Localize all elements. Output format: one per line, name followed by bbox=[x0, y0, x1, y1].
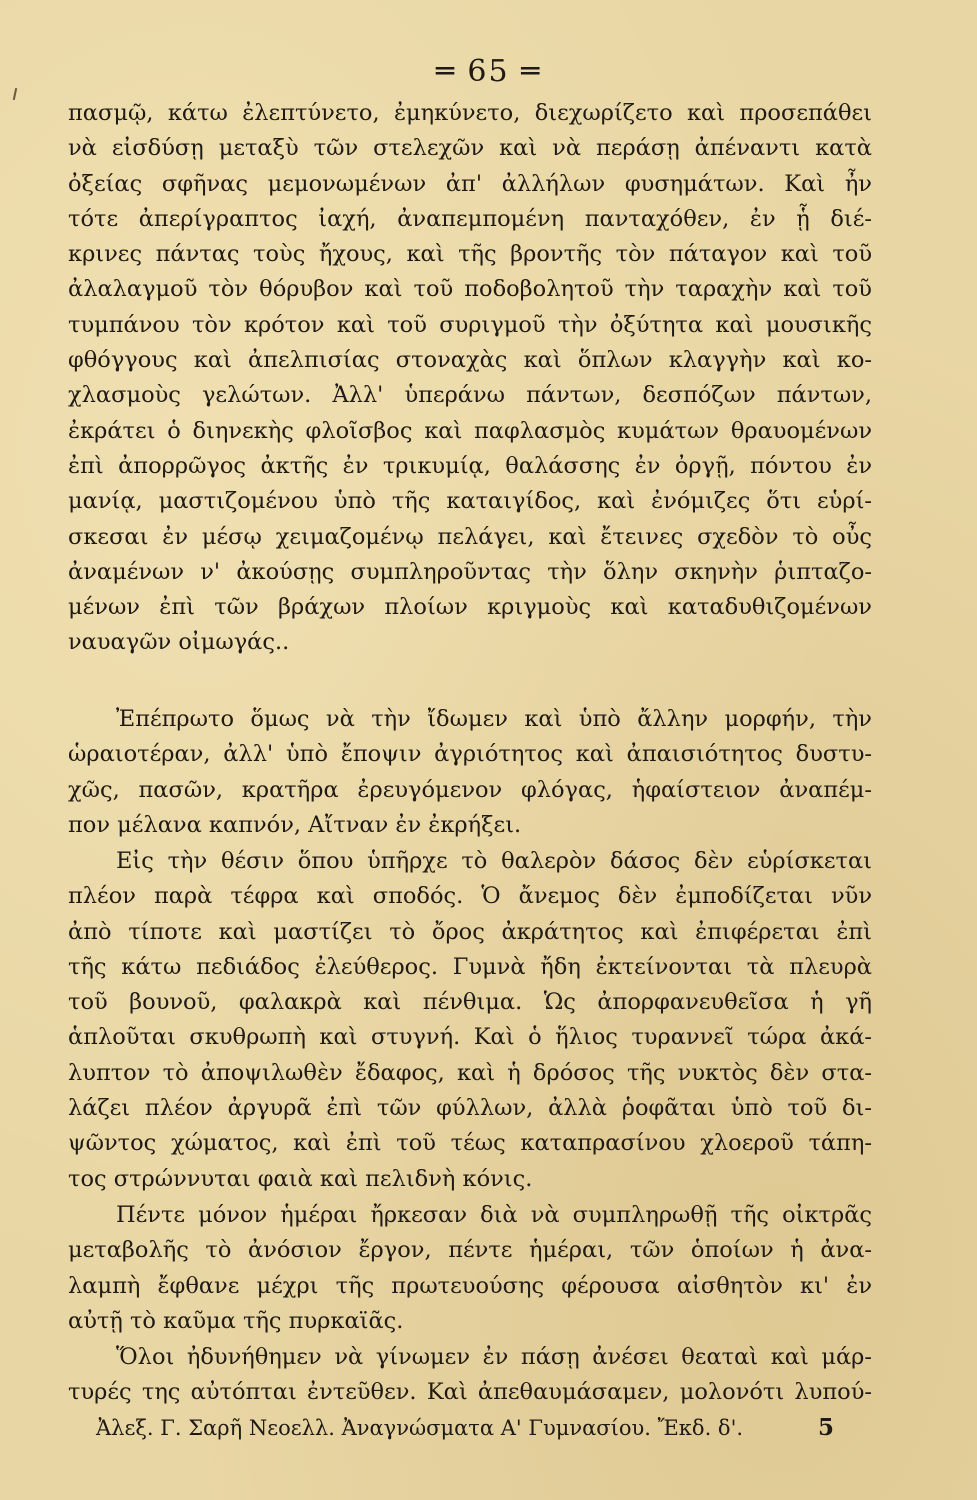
page-number: ═ 65 ═ bbox=[435, 54, 542, 89]
text-line: ὡραιοτέραν, ἀλλ' ὑπὸ ἔποψιν ἀγριότητος καὶ ἀπαισιότητος δυστυ- bbox=[68, 741, 872, 768]
text-line: μανίᾳ, μαστιζομένου ὑπὸ τῆς καταιγίδος, καὶ ἐνόμιζες ὅτι εὑρί- bbox=[68, 488, 872, 515]
text-line: τυμπάνου τὸν κρότον καὶ τοῦ συριγμοῦ τὴν ὀξύτητα καὶ μουσικῆς bbox=[68, 311, 872, 338]
text-line: τῆς κάτω πεδιάδος ἐλεύθερος. Γυμνὰ ἤδη ἐκτείνονται τὰ πλευρὰ bbox=[68, 953, 872, 980]
text-line: πον μέλανα καπνόν, Αἴτναν ἐν ἐκρήξει. bbox=[68, 811, 522, 838]
text-line: ἀναμένων ν' ἀκούσῃς συμπληροῦντας τὴν ὅλην σκηνὴν ῥιπταζο- bbox=[68, 558, 872, 585]
text-line: ἐπὶ ἀπορρῶγος ἀκτῆς ἐν τρικυμίᾳ, θαλάσσης ἐν ὀργῇ, πόντου ἐν bbox=[68, 452, 872, 479]
paragraph-3 bbox=[68, 844, 872, 1197]
text-line: τότε ἀπερίγραπτος ἰαχή, ἀναπεμπομένη πανταχόθεν, ἐν ᾗ διέ- bbox=[68, 205, 872, 232]
text-line: μένων ἐπὶ τῶν βράχων πλοίων κριγμοὺς καὶ καταδυθιζομένων bbox=[68, 594, 872, 621]
text-line: ἀπὸ τίποτε καὶ μαστίζει τὸ ὄρος ἀκράτητος καὶ ἐπιφέρεται ἐπὶ bbox=[68, 918, 872, 945]
text-line: σκεσαι ἐν μέσῳ χειμαζομένῳ πελάγει, καὶ ἔτεινες σχεδὸν τὸ οὖς bbox=[68, 523, 872, 550]
text-line: πασμῷ, κάτω ἐλεπτύνετο, ἐμηκύνετο, διεχωρίζετο καὶ προσεπάθει bbox=[68, 100, 872, 126]
text-line: τοῦ βουνοῦ, φαλακρὰ καὶ πένθιμα. Ὡς ἀπορφανευθεῖσα ἡ γῆ bbox=[68, 989, 872, 1016]
text-line: μεταβολῆς τὸ ἀνόσιον ἔργον, πέντε ἡμέραι, τῶν ὁποίων ἡ ἀνα- bbox=[68, 1237, 872, 1264]
text-line: λάζει πλέον ἀργυρᾶ ἐπὶ τῶν φύλλων, ἀλλὰ ῥοφᾶται ὑπὸ τοῦ δι- bbox=[68, 1095, 872, 1122]
paragraph-4 bbox=[68, 1198, 872, 1339]
text-line: λυπτον τὸ ἀποψιλωθὲν ἔδαφος, καὶ ἡ δρόσος τῆς νυκτὸς δὲν στα- bbox=[68, 1059, 872, 1086]
text-line: αὐτῇ τὸ καῦμα τῆς πυρκαϊᾶς. bbox=[68, 1307, 404, 1334]
text-line: ψῶντος χώματος, καὶ ἐπὶ τοῦ τέως καταπρασίνου χλοεροῦ τάπη- bbox=[68, 1130, 872, 1157]
text-line: τος στρώννυται φαιὰ καὶ πελιδνὴ κόνις. bbox=[68, 1165, 533, 1192]
text-line: Εἰς τὴν θέσιν ὅπου ὑπῆρχε τὸ θαλερὸν δάσος δὲν εὑρίσκεται bbox=[116, 848, 872, 874]
text-line: Ἐπέπρωτο ὅμως νὰ τὴν ἴδωμεν καὶ ὑπὸ ἄλλην μορφήν, τὴν bbox=[116, 706, 872, 732]
text-line: κρινες πάντας τοὺς ἤχους, καὶ τῆς βροντῆς τὸν πάταγον καὶ τοῦ bbox=[68, 241, 872, 268]
text-line: χλασμοὺς γελώτων. Ἀλλ' ὑπεράνω πάντων, δεσπόζων πάντων, bbox=[68, 382, 872, 409]
text-line: Ὅλοι ἠδυνήθημεν νὰ γίνωμεν ἐν πάσῃ ἀνέσει θεαταὶ καὶ μάρ- bbox=[116, 1344, 872, 1370]
text-line: τυρές της αὐτόπται ἐντεῦθεν. Καὶ ἀπεθαυμάσαμεν, μολονότι λυπού- bbox=[68, 1379, 872, 1406]
paragraph-5 bbox=[68, 1340, 872, 1411]
text-line: ὀξείας σφῆνας μεμονωμένων ἀπ' ἀλλήλων φυσημάτων. Καὶ ἦν bbox=[68, 170, 872, 197]
margin-mark bbox=[13, 88, 17, 100]
text-line: ἀλαλαγμοῦ τὸν θόρυβον καὶ τοῦ ποδοβολητοῦ τὴν ταραχὴν καὶ τοῦ bbox=[68, 276, 872, 303]
text-line: ἁπλοῦται σκυθρωπὴ καὶ στυγνή. Καὶ ὁ ἥλιος τυραννεῖ τώρα ἀκά- bbox=[68, 1024, 872, 1051]
text-line: χῶς, πασῶν, κρατῆρα ἐρευγόμενον φλόγας, ἡφαίστειον ἀναπέμ- bbox=[68, 776, 872, 803]
text-line: λαμπὴ ἔφθανε μέχρι τῆς πρωτευούσης φέρουσα αἰσθητὸν κι' ἐν bbox=[68, 1272, 872, 1299]
text-line: φθόγγους καὶ ἀπελπισίας στοναχὰς καὶ ὅπλων κλαγγὴν καὶ κο- bbox=[68, 347, 872, 374]
paragraph-2 bbox=[68, 702, 872, 843]
footer-citation: Ἀλεξ. Γ. Σαρῆ Νεοελλ. Ἀναγνώσματα Α' Γυμνασίου. Ἔκδ. δ'. bbox=[96, 1416, 744, 1440]
text-line: ἐκράτει ὁ διηνεκὴς φλοῖσβος καὶ παφλασμὸς κυμάτων θραυομένων bbox=[68, 417, 872, 444]
text-line: ναυαγῶν οἰμωγάς.. bbox=[68, 629, 290, 656]
text-line: νὰ εἰσδύσῃ μεταξὺ τῶν στελεχῶν καὶ νὰ περάσῃ ἀπέναντι κατὰ bbox=[68, 135, 872, 162]
text-line: Πέντε μόνον ἡμέραι ἤρκεσαν διὰ νὰ συμπληρωθῇ τῆς οἰκτρᾶς bbox=[116, 1202, 872, 1228]
paragraph-1 bbox=[68, 96, 872, 661]
text-line: πλέον παρὰ τέφρα καὶ σποδός. Ὁ ἄνεμος δὲν ἐμποδίζεται νῦν bbox=[68, 883, 872, 910]
signature-number: 5 bbox=[818, 1414, 835, 1441]
